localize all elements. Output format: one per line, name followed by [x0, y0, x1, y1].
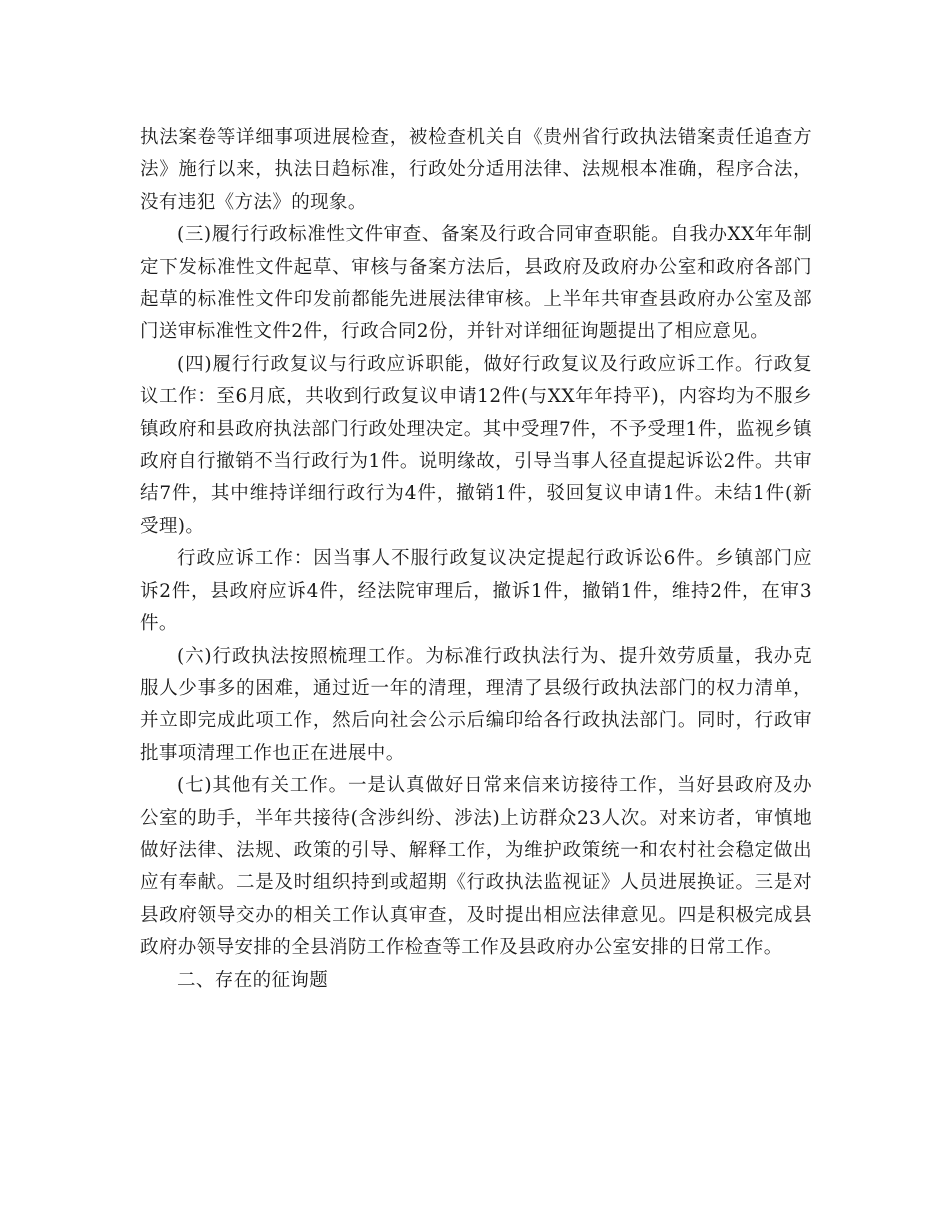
paragraph-section-seven: (七)其他有关工作。一是认真做好日常来信来访接待工作，当好县政府及办公室的助手，半年共接待(含涉纠纷、涉法)上访群众23人次。对来访者，审慎地做好法律、法规、政策的引导、解释工作，为维护政策统一和农村社会稳定做出应有奉献。二是及时组织持到或超期《行政执法监视证》人员进展换证。三是对县政府领导交办的相关工作认真审查，及时提出相应法律意见。四是积极完成县政府办领导安排的全县消防工作检查等工作及县政府办公室安排的日常工作。: [140, 775, 812, 959]
paragraph-section-six: (六)行政执法按照梳理工作。为标准行政执法行为、提升效劳质量，我办克服人少事多的困难，通过近一年的清理，理清了县级行政执法部门的权力清单，并立即完成此项工作，然后向社会公示后编印给各行政执法部门。同时，行政审批事项清理工作也正在进展中。: [140, 645, 812, 764]
paragraph-litigation: 行政应诉工作：因当事人不服行政复议决定提起行政诉讼6件。乡镇部门应诉2件，县政府应诉4件，经法院审理后，撤诉1件，撤销1件，维持2件，在审3件。: [140, 548, 812, 635]
document-body: [140, 122, 812, 997]
section-heading-problems: 二、存在的征询题: [177, 969, 329, 991]
paragraph-continuation: 执法案卷等详细事项进展检查，被检查机关自《贵州省行政执法错案责任追查方法》施行以来，执法日趋标准，行政处分适用法律、法规根本准确，程序合法，没有违犯《方法》的现象。: [140, 127, 812, 213]
paragraph-section-four: (四)履行行政复议与行政应诉职能，做好行政复议及行政应诉工作。行政复议工作：至6月底，共收到行政复议申请12件(与XX年年持平)，内容均为不服乡镇政府和县政府执法部门行政处理决定。其中受理7件，不予受理1件，监视乡镇政府自行撤销不当行政行为1件。说明缘故，引导当事人径直提起诉讼2件。共审结7件，其中维持详细行政行为4件，撤销1件，驳回复议申请1件。未结1件(新受理)。: [140, 353, 812, 537]
paragraph-section-three: (三)履行行政标准性文件审查、备案及行政合同审查职能。自我办XX年年制定下发标准性文件起草、审核与备案方法后，县政府及政府办公室和政府各部门起草的标准性文件印发前都能先进展法律审核。上半年共审查县政府办公室及部门送审标准性文件2件，行政合同2份，并针对详细征询题提出了相应意见。: [140, 224, 812, 343]
